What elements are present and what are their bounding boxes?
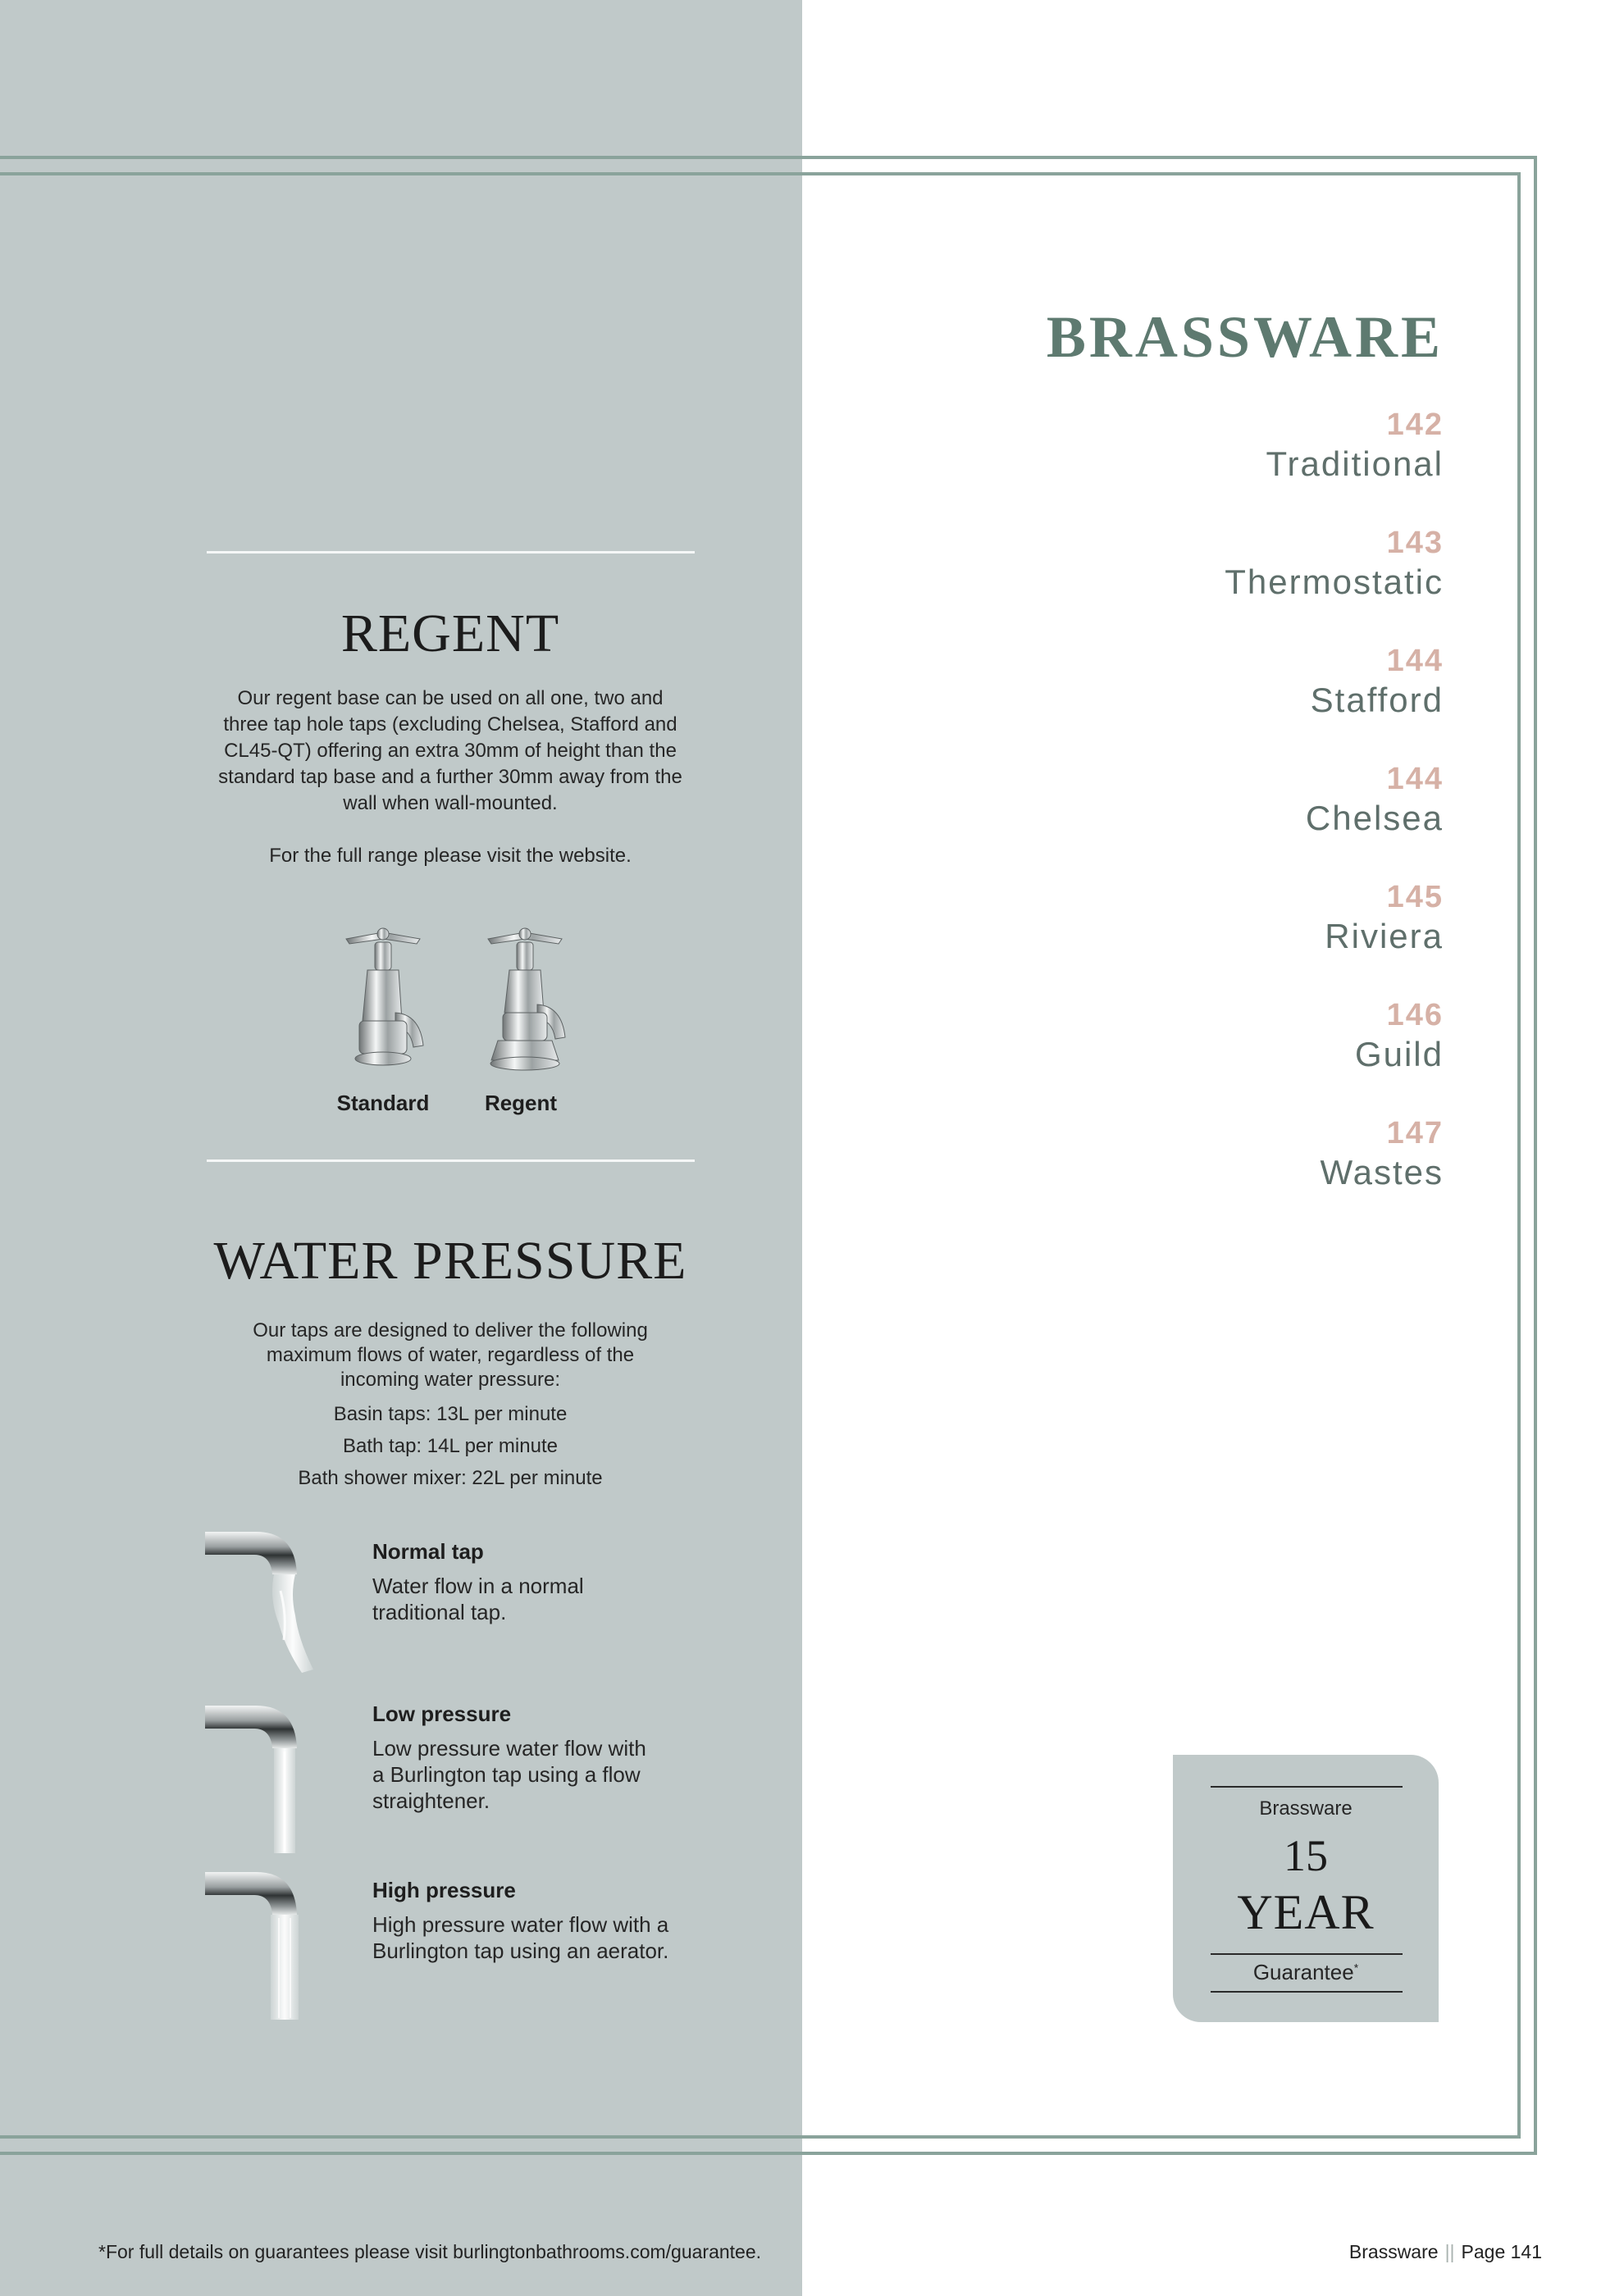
low-pressure-description — [372, 1735, 725, 1814]
flow-rate-bath: Bath tap: 14L per minute — [343, 1435, 558, 1457]
regent-line: standard tap base and a further 30mm away from the — [218, 766, 682, 788]
guarantee-footnote: *For full details on guarantees please visit burlingtonbathrooms.com/guarantee. — [98, 2241, 762, 2262]
desc-line: a Burlington tap using a flow — [372, 1762, 641, 1787]
desc-line: straightener. — [372, 1788, 490, 1813]
guarantee-years: 15 — [1284, 1831, 1328, 1880]
flow-rate-basin: Basin taps: 13L per minute — [333, 1403, 568, 1425]
regent-label: Regent — [484, 1091, 558, 1115]
standard-tap-image — [338, 922, 428, 1078]
toc-item-thermostatic[interactable] — [1225, 524, 1444, 603]
toc-page-number: 146 — [1386, 998, 1444, 1032]
toc-section-name: Guild — [1354, 1035, 1444, 1073]
divider-middle — [207, 1159, 695, 1162]
normal-tap-description — [372, 1573, 725, 1625]
toc-page-number: 142 — [1386, 408, 1444, 442]
toc-item-wastes[interactable] — [1321, 1114, 1444, 1193]
low-pressure-flow-image — [205, 1699, 328, 1855]
high-pressure-title: High pressure — [372, 1878, 516, 1902]
toc-item-traditional[interactable] — [1266, 406, 1444, 485]
toc-item-stafford[interactable] — [1311, 642, 1444, 721]
toc-page-number: 145 — [1386, 880, 1444, 914]
page-footer — [1349, 2241, 1542, 2263]
footer-section: Brassware — [1348, 2241, 1439, 2262]
water-pressure-title: WATER PRESSURE — [213, 1231, 687, 1291]
desc-line: Burlington tap using an aerator. — [372, 1938, 669, 1963]
toc-page-number: 144 — [1386, 762, 1444, 796]
guarantee-label-text: Guarantee — [1252, 1960, 1354, 1984]
regent-line: CL45-QT) offering an extra 30mm of height than the — [224, 740, 677, 762]
toc-section-name: Traditional — [1266, 444, 1444, 483]
desc-line: traditional tap. — [372, 1600, 507, 1624]
toc-section-name: Chelsea — [1305, 799, 1444, 837]
regent-tap-image — [480, 922, 570, 1078]
guarantee-badge — [1173, 1755, 1439, 2022]
toc-item-guild[interactable] — [1355, 996, 1444, 1075]
toc-section-name: Wastes — [1320, 1153, 1444, 1191]
regent-line: three tap hole taps (excluding Chelsea, Stafford and — [223, 713, 677, 736]
guarantee-label — [1173, 1960, 1439, 1985]
guarantee-category: Brassware — [1259, 1797, 1353, 1820]
footer-separator: || — [1444, 2241, 1455, 2262]
regent-line: wall when wall-mounted. — [343, 792, 558, 814]
guarantee-unit: YEAR — [1237, 1885, 1375, 1939]
page-number: Page 141 — [1461, 2241, 1542, 2262]
badge-rule — [1211, 1953, 1403, 1955]
water-pressure-intro — [180, 1319, 720, 1392]
standard-label: Standard — [336, 1091, 430, 1115]
toc-section-name: Stafford — [1310, 681, 1444, 719]
intro-line: incoming water pressure: — [340, 1369, 561, 1391]
high-pressure-flow-image — [205, 1866, 328, 2021]
high-pressure-description — [372, 1911, 725, 1964]
low-pressure-title: Low pressure — [372, 1702, 512, 1726]
toc-page-number: 144 — [1386, 644, 1444, 678]
badge-rule — [1211, 1991, 1403, 1993]
brassware-heading: BRASSWARE — [1046, 304, 1444, 370]
regent-website-note: For the full range please visit the website. — [269, 845, 632, 867]
divider-top — [207, 551, 695, 554]
flow-rate-shower-mixer: Bath shower mixer: 22L per minute — [298, 1467, 603, 1489]
flow-rate-list — [180, 1398, 720, 1494]
badge-rule — [1211, 1786, 1403, 1788]
guarantee-asterisk: * — [1353, 1961, 1359, 1975]
regent-line: Our regent base can be used on all one, two and — [237, 687, 664, 709]
toc-item-riviera[interactable] — [1325, 878, 1444, 957]
intro-line: Our taps are designed to deliver the following — [253, 1319, 648, 1342]
toc-page-number: 147 — [1386, 1116, 1444, 1150]
toc-page-number: 143 — [1386, 526, 1444, 560]
desc-line: Low pressure water flow with — [372, 1736, 646, 1761]
desc-line: Water flow in a normal — [372, 1574, 584, 1598]
toc-section-name: Riviera — [1325, 917, 1444, 955]
intro-line: maximum flows of water, regardless of the — [266, 1344, 635, 1366]
desc-line: High pressure water flow with a — [372, 1912, 669, 1937]
toc-section-name: Thermostatic — [1225, 563, 1444, 601]
regent-description — [180, 686, 720, 817]
normal-tap-title: Normal tap — [372, 1539, 484, 1564]
normal-tap-flow-image — [205, 1525, 328, 1681]
regent-title: REGENT — [340, 604, 560, 663]
toc-item-chelsea[interactable] — [1306, 760, 1444, 839]
